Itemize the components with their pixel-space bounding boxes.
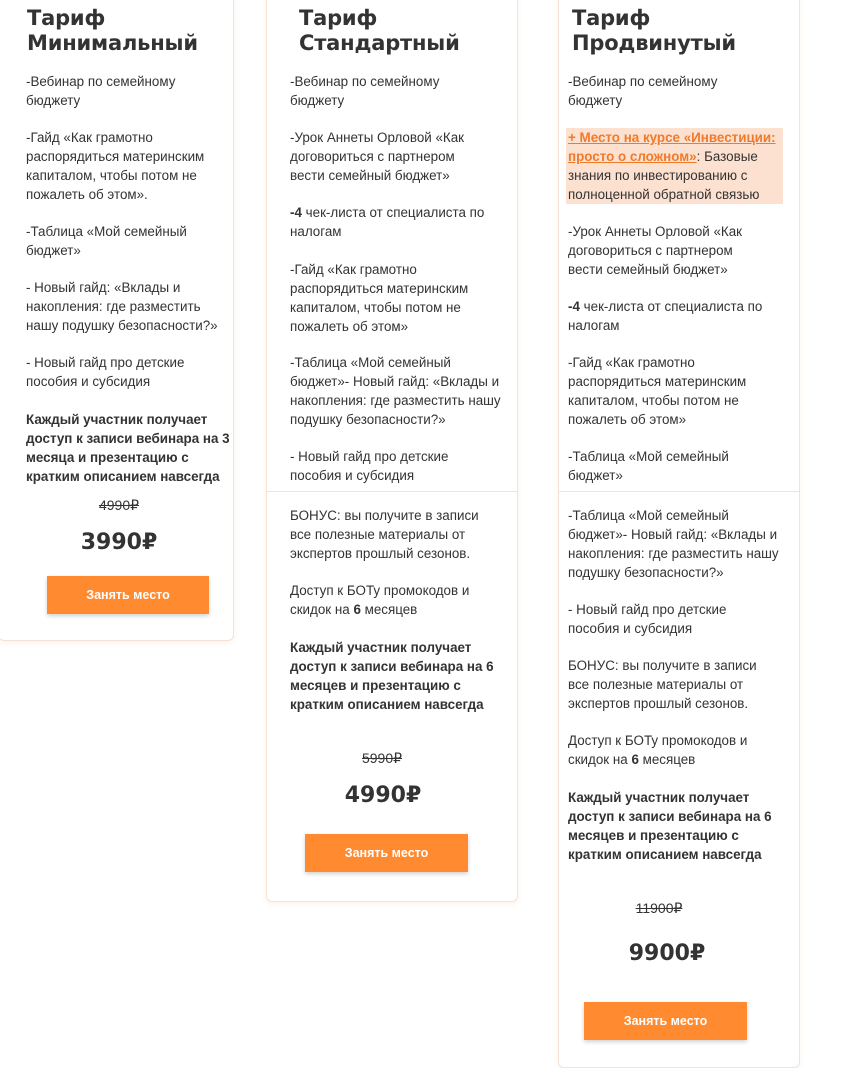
old-price: 4990₽ (98, 497, 140, 513)
reserve-button[interactable]: Занять место (47, 576, 209, 614)
feature-guide-capital: -Гайд «Как грамотно распорядиться материнским капиталом, чтобы потом не пожалеть об этом» (568, 355, 747, 427)
price: 4990₽ (344, 783, 422, 808)
bot-access (568, 731, 773, 769)
bonus-note: БОНУС: вы получите в записи все полезные материалы от экспертов прошлый сезонов. (290, 508, 479, 561)
checklist-text: чек-листа от специалиста по налогам (290, 205, 485, 239)
plan-title-line1: Тариф (572, 6, 651, 30)
price: 3990₽ (80, 530, 158, 555)
price: 9900₽ (628, 941, 706, 966)
bot-access-months: 6 (631, 752, 639, 767)
access-note: Каждый участник получает доступ к записи вебинара на 3 месяца и презентацию с кратким описанием навсегда (26, 412, 230, 484)
plan-title-line2: Продвинутый (572, 31, 736, 55)
investment-course-link[interactable]: + Место на курсе «Инвестиции: просто о сложном» (568, 130, 776, 164)
old-price: 11900₽ (635, 900, 683, 916)
feature-checklists (290, 203, 505, 241)
old-price: 5990₽ (361, 750, 403, 766)
bot-access (290, 581, 495, 619)
feature-checklists (568, 297, 783, 335)
feature-table-deposits: -Таблица «Мой семейный бюджет»- Новый гайд: «Вклады и накопления: где разместить нашу подушку безопасности?» (290, 355, 501, 427)
bot-access-suffix: месяцев (638, 752, 696, 767)
checklist-count: -4 (290, 205, 302, 220)
plan-card-standard (266, 0, 518, 902)
access-note: Каждый участник получает доступ к записи вебинара на 6 месяцев и презентацию с кратким описанием навсегда (290, 640, 494, 712)
bot-access-prefix: Доступ к БОТу промокодов и скидок на (290, 583, 470, 617)
feature-orlova-lesson: -Урок Аннеты Орловой «Как договориться с партнером вести семейный бюджет» (568, 224, 743, 277)
card-divider (267, 491, 517, 492)
reserve-button[interactable]: Занять место (584, 1002, 747, 1040)
reserve-button[interactable]: Занять место (305, 834, 468, 872)
feature-orlova-lesson: -Урок Аннеты Орловой «Как договориться с партнером вести семейный бюджет» (290, 130, 465, 183)
feature-guide-capital: -Гайд «Как грамотно распорядиться материнским капиталом, чтобы потом не пожалеть об этом». (26, 130, 205, 202)
investment-course-desc: : Базовые знания по инвестированию с полноценной обратной связью (568, 149, 760, 202)
checklist-count: -4 (568, 299, 580, 314)
feature-guide-benefits: - Новый гайд про детские пособия и субсидия (26, 355, 185, 389)
access-note: Каждый участник получает доступ к записи вебинара на 6 месяцев и презентацию с кратким описанием навсегда (568, 790, 772, 862)
feature-table-deposits: -Таблица «Мой семейный бюджет»- Новый гайд: «Вклады и накопления: где разместить нашу подушку безопасности?» (568, 508, 779, 580)
plan-card-minimal (0, 0, 234, 641)
feature-webinar: -Вебинар по семейному бюджету (568, 74, 718, 108)
plan-card-advanced (558, 0, 800, 1068)
plan-title-line2: Стандартный (299, 31, 460, 55)
feature-guide-capital: -Гайд «Как грамотно распорядиться материнским капиталом, чтобы потом не пожалеть об этом» (290, 262, 469, 334)
feature-guide-deposits: - Новый гайд: «Вклады и накопления: где разместить нашу подушку безопасности?» (26, 280, 218, 333)
feature-budget-table: -Таблица «Мой семейный бюджет» (26, 224, 187, 258)
feature-webinar: -Вебинар по семейному бюджету (290, 74, 440, 108)
bot-access-months: 6 (353, 602, 361, 617)
feature-guide-benefits: - Новый гайд про детские пособия и субсидия (290, 449, 449, 483)
bot-access-suffix: месяцев (360, 602, 418, 617)
checklist-text: чек-листа от специалиста по налогам (568, 299, 763, 333)
bonus-note: БОНУС: вы получите в записи все полезные материалы от экспертов прошлый сезонов. (568, 658, 757, 711)
bot-access-prefix: Доступ к БОТу промокодов и скидок на (568, 733, 748, 767)
feature-webinar: -Вебинар по семейному бюджету (26, 74, 176, 108)
feature-budget-table: -Таблица «Мой семейный бюджет» (568, 449, 729, 483)
feature-guide-benefits: - Новый гайд про детские пособия и субсидия (568, 602, 727, 636)
plan-title-line1: Тариф (299, 6, 378, 30)
plan-title-line2: Минимальный (27, 31, 198, 55)
card-divider (559, 491, 799, 492)
feature-investment-course (566, 128, 783, 204)
plan-title (572, 6, 782, 56)
plan-title (299, 6, 509, 56)
plan-title (27, 6, 227, 56)
plan-title-line1: Тариф (27, 6, 106, 30)
